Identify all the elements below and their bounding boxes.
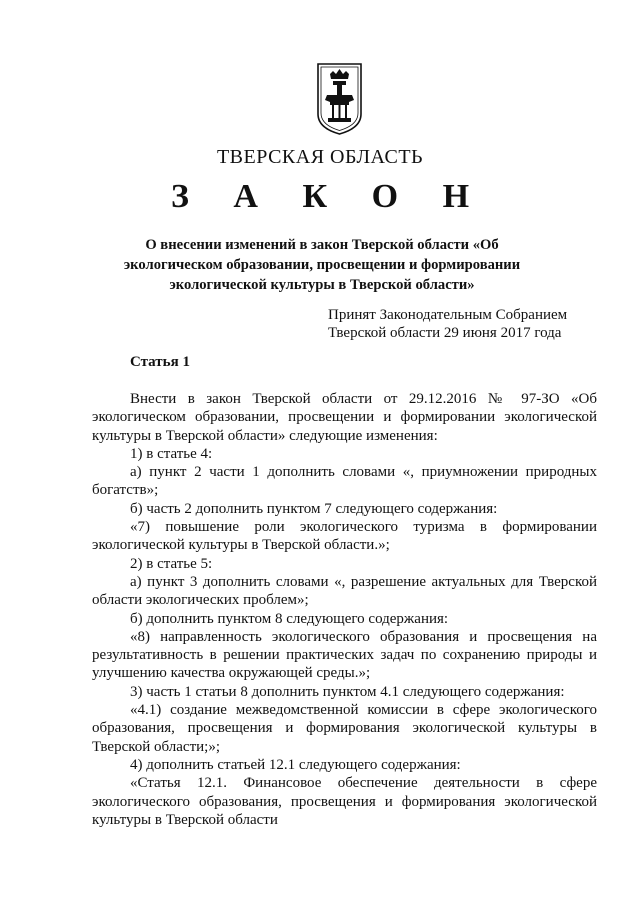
article-heading: Статья 1 xyxy=(130,354,190,370)
paragraph: 2) в статье 5: xyxy=(130,555,213,572)
paragraph: б) дополнить пунктом 8 следующего содержания: xyxy=(130,610,449,627)
paragraph: «Статья 12.1. Финансовое обеспечение деятельности в сфере экологического образования, просвещения и формирования экологической культуры в Тверской области xyxy=(92,775,597,828)
paragraph: а) пункт 2 части 1 дополнить словами «, приумножении природных богатств»; xyxy=(92,464,597,499)
article-body xyxy=(92,390,597,829)
document-type-heading: З А К О Н xyxy=(170,178,488,215)
coat-of-arms-emblem xyxy=(316,62,363,136)
adoption-line-1: Принят Законодательным Собранием xyxy=(328,307,568,323)
paragraph: «8) направленность экологического образования и просвещения на результативность в решении практических задач по сохранению природы и улучшению качества окружающей среды.»; xyxy=(92,628,597,682)
law-title: О внесении изменений в закон Тверской области «Об экологическом образовании, просвещении и формировании экологической культуры в Тверской области» xyxy=(123,237,521,293)
paragraph: «7) повышение роли экологического туризма в формировании экологической культуры в Тверской области.»; xyxy=(92,519,597,554)
paragraph: 1) в статье 4: xyxy=(130,445,213,462)
paragraph: Внести в закон Тверской области от 29.12.2016 № 97-ЗО «Об экологическом образовании, просвещении и формировании экологической культуры в Тверской области» следующие изменения: xyxy=(92,391,597,444)
paragraph: б) часть 2 дополнить пунктом 7 следующего содержания: xyxy=(130,500,498,517)
paragraph: а) пункт 3 дополнить словами «, разрешение актуальных для Тверской области экологических проблем»; xyxy=(92,573,597,609)
adoption-note xyxy=(328,306,567,342)
region-title: ТВЕРСКАЯ ОБЛАСТЬ xyxy=(216,146,424,168)
adoption-line-2: Тверской области 29 июня 2017 года xyxy=(328,325,562,341)
paragraph: «4.1) создание межведомственной комиссии в сфере экологического образования, просвещения и формирования экологической культуры в Тверской области;»; xyxy=(92,702,597,755)
paragraph: 4) дополнить статьей 12.1 следующего содержания: xyxy=(130,756,461,773)
paragraph: 3) часть 1 статьи 8 дополнить пунктом 4.1 следующего содержания: xyxy=(130,683,565,700)
